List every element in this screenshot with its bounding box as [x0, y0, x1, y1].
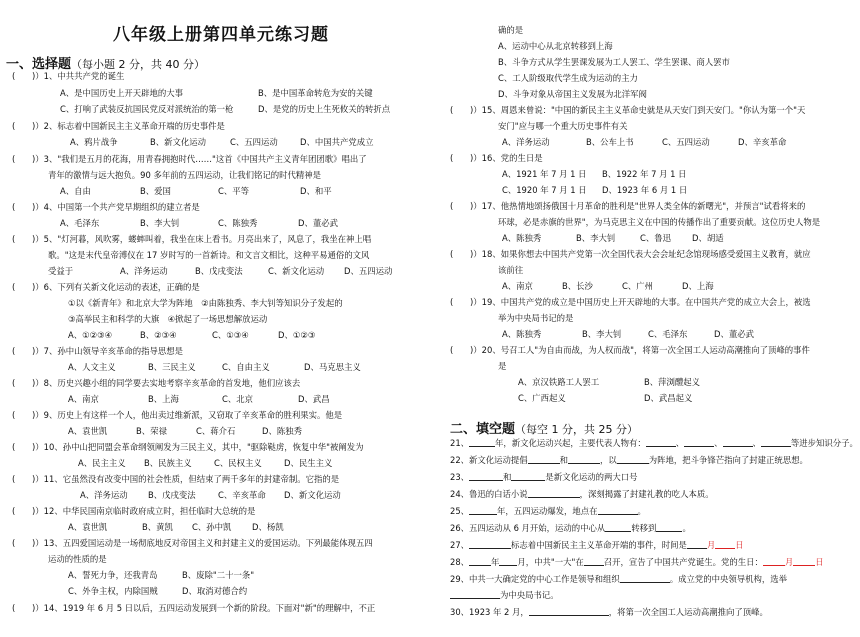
fill-22 [450, 454, 808, 466]
q1-stem [12, 70, 124, 82]
q4-option-c: C、陈独秀 [218, 218, 258, 228]
q1-text: ）1、中共共产党的诞生 [35, 71, 125, 81]
q5-option-a: A、洋务运动 [120, 266, 168, 276]
blank[interactable] [687, 539, 707, 549]
fill-26-mid: 转移到 [631, 523, 657, 533]
q11-text: ）11、它虽然没有改变中国的社会性质，但结束了两千多年的封建帝制。它指的是 [35, 474, 340, 484]
fill-27-month: 月 [706, 540, 716, 550]
blank[interactable] [715, 539, 735, 549]
fill-21-tail: 等进步知识分子。 [790, 438, 858, 448]
q16-option-d: D、1923 年 6 月 1 日 [602, 185, 688, 195]
section-choice-title: 一、选择题 [6, 57, 72, 72]
answer-paren[interactable]: ( ) [450, 297, 474, 307]
q13-stem [12, 537, 373, 549]
q4-stem [12, 201, 200, 213]
q8-option-b: B、上海 [148, 394, 179, 404]
fill-24 [450, 488, 714, 500]
answer-paren[interactable]: ( ) [450, 345, 474, 355]
fill-21: 21、 年，新文化运动兴起，主要代表人物有： 、 、 、 等进步知识分子。 [450, 438, 858, 448]
q18-option-d: D、上海 [682, 281, 714, 291]
fill-29-tail: 为中央局书记。 [500, 590, 559, 600]
q17-stem-cont: 环球，必是赤旗的世界"，为马克思主义在中国的传播作出了重要贡献。这位历史人物是 [498, 217, 821, 227]
q1-option-c: C、打响了武装反抗国民党反对派统治的第一枪 [60, 104, 234, 114]
blank[interactable] [723, 437, 753, 447]
answer-paren[interactable]: ( ) [12, 603, 36, 613]
q18-text: ）18、如果你想去中国共产党第一次全国代表大会会址纪念馆现场感受爱国主义教育，就应 [473, 249, 811, 259]
q20-stem [450, 344, 810, 356]
q5-stem-cont2: 受益于 [48, 266, 74, 276]
q6-option-c: C、①③④ [212, 330, 249, 340]
fill-21-num: 21、 [450, 438, 470, 448]
answer-paren[interactable]: ( ) [12, 202, 36, 212]
q2-stem [12, 120, 225, 132]
q17-stem [450, 200, 805, 212]
q5-option-d: D、五四运动 [344, 266, 393, 276]
fill-22-text: 22、新文化运动提倡 [450, 455, 528, 465]
q15-text: ）15、周恩来曾说："中国的新民主主义革命史就是从天安门到天安门。"你认为第一个"天 [473, 105, 806, 115]
answer-paren[interactable]: ( ) [450, 249, 474, 259]
q6-statements-1: ①以《新青年》和北京大学为阵地 ②由陈独秀、李大钊等知识分子发起的 [68, 298, 343, 308]
q7-text: ）7、孙中山领导辛亥革命的指导思想是 [35, 346, 183, 356]
q5-stem [12, 233, 371, 245]
blank[interactable] [469, 471, 503, 481]
answer-paren[interactable]: ( ) [12, 282, 36, 292]
fill-25 [450, 505, 646, 517]
blank[interactable] [528, 488, 580, 498]
fill-26-tail: 。 [682, 523, 691, 533]
q16-option-a: A、1921 年 7 月 1 日 [502, 169, 587, 179]
answer-paren[interactable]: ( ) [12, 346, 36, 356]
q6-statements-2: ③高举民主和科学的大旗 ④掀起了一场思想解放运动 [68, 314, 268, 324]
q9-text: ）9、历史上有这样一个人，他出卖过维新派，又窃取了辛亥革命的胜利果实。他是 [35, 410, 343, 420]
fill-28-text2: 召开，宣告了中国共产党诞生。党的生日： [603, 557, 763, 567]
q11-option-c: C、辛亥革命 [218, 490, 266, 500]
blank[interactable] [605, 522, 631, 532]
q20-option-a: A、京汉铁路工人罢工 [518, 377, 600, 387]
q19-stem-cont: 举为中央局书记的是 [498, 313, 574, 323]
q8-option-d: D、武昌 [298, 394, 330, 404]
fill-23-num: 23、 [450, 472, 470, 482]
q19-stem [450, 296, 811, 308]
q14-stem [12, 602, 375, 614]
q10-option-d: D、民生主义 [284, 458, 333, 468]
blank[interactable] [511, 471, 545, 481]
q16-option-c: C、1920 年 7 月 1 日 [502, 185, 587, 195]
answer-paren[interactable]: ( ) [12, 71, 36, 81]
answer-paren[interactable]: ( ) [12, 538, 36, 548]
q7-option-b: B、三民主义 [148, 362, 196, 372]
q18-stem [450, 248, 811, 260]
q19-option-d: D、董必武 [714, 329, 754, 339]
q8-stem [12, 377, 300, 389]
q1-option-d: D、是党的历史上生死攸关的转折点 [258, 104, 391, 114]
q14-stem-cont: 确的是 [498, 25, 524, 35]
q19-text: ）19、中国共产党的成立是中国历史上开天辟地的大事。在中国共产党的成立大会上，被选 [473, 297, 811, 307]
q8-option-c: C、北京 [222, 394, 253, 404]
q14-option-d: D、斗争对象从帝国主义发展为北洋军阀 [498, 89, 647, 99]
q10-option-c: C、民权主义 [214, 458, 262, 468]
answer-paren[interactable]: ( ) [12, 234, 36, 244]
q8-option-a: A、南京 [68, 394, 99, 404]
q4-option-d: D、董必武 [298, 218, 338, 228]
q16-stem [450, 152, 543, 164]
blank[interactable] [617, 454, 649, 464]
blank[interactable] [529, 606, 609, 616]
fill-27-day: 日 [735, 540, 744, 550]
q6-text: ）6、下列有关新文化运动的表述，正确的是 [35, 282, 200, 292]
q10-option-b: B、民族主义 [144, 458, 192, 468]
q5-text: ）5、"灯河暮，风吹雾，蝼蟀叫着，我坐在床上看书。月亮出来了，风息了，我坐在神上唱 [35, 234, 372, 244]
fill-27-text: 标志着中国新民主主义革命开端的事件，时间是 [511, 540, 687, 550]
q2-option-c: C、五四运动 [230, 137, 278, 147]
fill-27 [450, 539, 744, 551]
fill-22-tail: 为阵地，把斗争锋芒指向了封建正统思想。 [648, 455, 808, 465]
blank[interactable] [598, 505, 638, 515]
q3-stem [12, 153, 367, 165]
q16-option-b: B、1922 年 7 月 1 日 [602, 169, 687, 179]
fill-22-with: ，以 [600, 455, 617, 465]
q18-option-b: B、长沙 [562, 281, 593, 291]
q12-option-c: C、孙中凯 [192, 522, 232, 532]
fill-22-and: 和 [559, 455, 569, 465]
q16-text: ）16、党的生日是 [473, 153, 543, 163]
q14-option-a: A、运动中心从北京转移到上海 [498, 41, 613, 51]
q13-option-b: B、废除"二十一条" [182, 570, 255, 580]
blank[interactable] [528, 454, 560, 464]
blank[interactable] [684, 437, 714, 447]
q17-text: ）17、他热情地颂扬俄国十月革命的胜利是"世界人类全体的新曙光"，并预言"试看将来的 [473, 201, 806, 211]
fill-25-text: 年，五四运动爆发，地点在 [497, 506, 598, 516]
q9-option-b: B、荣禄 [136, 426, 167, 436]
fill-24-tail: ，深刻揭露了封建礼教的吃人本质。 [579, 489, 714, 499]
fill-26-text: 26、五四运动从 6 月开始，运动的中心从 [450, 523, 606, 533]
q18-stem-cont: 该前往 [498, 265, 524, 275]
answer-paren[interactable]: ( ) [12, 154, 36, 164]
q7-option-a: A、人文主义 [68, 362, 116, 372]
fill-30-tail: ，将第一次全国工人运动高潮推向了顶峰。 [608, 607, 768, 617]
fill-29-text: 29、中共一大确定党的中心工作是领导和组织 [450, 574, 620, 584]
q2-text: ）2、标志着中国新民主主义革命开端的历史事件是 [35, 121, 225, 131]
fill-28 [450, 556, 824, 568]
q7-option-c: C、自由主义 [222, 362, 270, 372]
fill-23 [450, 471, 638, 483]
q5-stem-cont: 歌。"这是末代皇帝溥仪在 17 岁时写的一首新诗。和文言文相比，这种平易通俗的文风 [48, 250, 370, 260]
q9-option-a: A、袁世凯 [68, 426, 108, 436]
section-choice-subtitle: （每小题 2 分，共 40 分） [71, 58, 205, 71]
q11-option-b: B、戊戌变法 [148, 490, 196, 500]
q9-option-c: C、蒋介石 [196, 426, 236, 436]
blank[interactable] [568, 454, 600, 464]
fill-23-tail: 是新文化运动的两大口号 [545, 472, 638, 482]
blank[interactable] [450, 589, 500, 599]
q3-option-c: C、平等 [218, 186, 249, 196]
fill-27-num: 27、 [450, 540, 470, 550]
q8-text: ）8、历史兴趣小组的同学要去实地考察辛亥革命的首发地，他们应该去 [35, 378, 301, 388]
blank[interactable] [499, 556, 517, 566]
q20-option-c: C、广西起义 [518, 393, 566, 403]
q9-option-d: D、陈独秀 [262, 426, 302, 436]
q13-stem-cont: 运动的性质的是 [48, 554, 107, 564]
answer-paren[interactable]: ( ) [12, 442, 36, 452]
fill-26 [450, 522, 691, 534]
answer-paren[interactable]: ( ) [450, 153, 474, 163]
q7-stem [12, 345, 183, 357]
q11-option-a: A、洋务运动 [80, 490, 128, 500]
q17-option-c: C、鲁迅 [640, 233, 671, 243]
blank[interactable] [469, 505, 497, 515]
q12-stem [12, 505, 255, 517]
blank[interactable] [469, 556, 491, 566]
q9-stem [12, 409, 342, 421]
q4-option-a: A、毛泽东 [60, 218, 100, 228]
fill-25-num: 25、 [450, 506, 470, 516]
q11-option-d: D、新文化运动 [284, 490, 341, 500]
q14-option-c: C、工人阶级取代学生成为运动的主力 [498, 73, 638, 83]
fill-29 [450, 573, 787, 585]
q5-option-c: C、新文化运动 [268, 266, 325, 276]
q15-option-b: B、公车上书 [586, 137, 634, 147]
answer-paren[interactable]: ( ) [12, 474, 36, 484]
q15-option-a: A、洋务运动 [502, 137, 550, 147]
q6-option-a: A、①②③④ [68, 330, 113, 340]
answer-paren[interactable]: ( ) [12, 410, 36, 420]
answer-paren[interactable]: ( ) [450, 105, 474, 115]
fill-23-and: 和 [503, 472, 512, 482]
q20-option-b: B、萍浏醴起义 [644, 377, 700, 387]
section-fill-subtitle: （每空 1 分，共 25 分） [515, 423, 638, 436]
fill-29-cont [450, 589, 559, 601]
q20-stem-cont: 是 [498, 361, 507, 371]
fill-28-month: 月 [784, 557, 794, 567]
fill-28-day: 日 [815, 557, 824, 567]
q10-option-a: A、民主主义 [78, 458, 126, 468]
fill-30 [450, 606, 768, 618]
q15-stem [450, 104, 805, 116]
q15-option-d: D、辛亥革命 [738, 137, 787, 147]
blank[interactable] [469, 539, 511, 549]
q10-text: ）10、孙中山把同盟会革命纲领阐发为三民主义，其中，"驱除鞑虏，恢复中华"被阐发为 [35, 442, 364, 452]
q20-option-d: D、武昌起义 [644, 393, 693, 403]
blank[interactable] [763, 556, 785, 566]
q14-text: ）14、1919 年 6 月 5 日以后，五四运动发展到一个新的阶段。下面对"新"的理解中，不正 [35, 603, 376, 613]
answer-paren[interactable]: ( ) [450, 201, 474, 211]
q3-text: ）3、"我们是五月的花海，用青春拥抱时代……"这首《中国共产主义青年团团歌》唱出了 [35, 154, 367, 164]
q2-option-a: A、鸦片战争 [70, 137, 118, 147]
q1-option-b: B、是中国革命转危为安的关键 [258, 88, 373, 98]
fill-29-mid: 。成立党的中央领导机构，选举 [669, 574, 788, 584]
q11-stem [12, 473, 339, 485]
q15-option-c: C、五四运动 [662, 137, 710, 147]
section-fill-title: 二、填空题 [450, 422, 516, 437]
fill-25-tail: 。 [637, 506, 646, 516]
q12-option-a: A、袁世凯 [68, 522, 108, 532]
blank[interactable] [656, 522, 682, 532]
q17-option-a: A、陈独秀 [502, 233, 542, 243]
q17-option-b: B、李大钊 [576, 233, 616, 243]
blank[interactable] [620, 573, 670, 583]
fill-28-text: 月，中共"一大"在 [517, 557, 584, 567]
q6-option-b: B、②③④ [140, 330, 177, 340]
q2-option-d: D、中国共产党成立 [300, 137, 374, 147]
fill-30-text: 30、1923 年 2 月， [450, 607, 529, 617]
q18-option-a: A、南京 [502, 281, 533, 291]
q12-option-b: B、黄凯 [142, 522, 173, 532]
q4-text: ）4、中国第一个共产党早期组织的建立者是 [35, 202, 200, 212]
q13-option-c: C、外争主权，内除国贼 [68, 586, 158, 596]
q19-option-c: C、毛泽东 [648, 329, 688, 339]
q10-stem [12, 441, 364, 453]
q17-option-d: D、胡适 [692, 233, 724, 243]
page-title: 八年级上册第四单元练习题 [113, 25, 329, 45]
q6-option-d: D、①②③ [278, 330, 316, 340]
fill-28-year: 年 [491, 557, 500, 567]
blank[interactable] [469, 437, 495, 447]
q3-stem-cont: 青年的激情与远大抱负。90 多年前的五四运动，让我们铭记的时代精神是 [48, 170, 321, 180]
q3-option-a: A、自由 [60, 186, 91, 196]
q3-option-d: D、和平 [300, 186, 332, 196]
q12-option-d: D、杨凯 [252, 522, 284, 532]
q13-text: ）13、五四爱国运动是一场彻底地反对帝国主义和封建主义的爱国运动。下列最能体现五四 [35, 538, 373, 548]
q12-text: ）12、中华民国南京临时政府成立时，担任临时大总统的是 [35, 506, 256, 516]
blank[interactable] [584, 556, 604, 566]
fill-28-num: 28、 [450, 557, 470, 567]
q20-text: ）20、号召工人"为自由而战，为人权而战"，将第一次全国工人运动高潮推向了顶峰的事件 [473, 345, 810, 355]
fill-21-text: 年，新文化运动兴起，主要代表人物有： [495, 438, 646, 448]
q13-option-a: A、誓死力争，还我青岛 [68, 570, 158, 580]
q2-option-b: B、新文化运动 [150, 137, 206, 147]
q15-stem-cont: 安门"应与哪一个重大历史事件有关 [498, 121, 628, 131]
q5-option-b: B、戊戌变法 [195, 266, 243, 276]
q18-option-c: C、广州 [622, 281, 653, 291]
q14-option-b: B、斗争方式从学生罢课发展为工人罢工、学生罢课、商人罢市 [498, 57, 730, 67]
q13-option-d: D、取消对德合约 [182, 586, 248, 596]
blank[interactable] [793, 556, 815, 566]
q7-option-d: D、马克思主义 [304, 362, 361, 372]
answer-paren[interactable]: ( ) [12, 121, 36, 131]
q6-stem [12, 281, 200, 293]
q19-option-a: A、陈独秀 [502, 329, 542, 339]
q19-option-b: B、李大钊 [582, 329, 622, 339]
section-fill-heading [450, 418, 638, 437]
q1-option-a: A、是中国历史上开天辟地的大事 [60, 88, 183, 98]
q3-option-b: B、爱国 [140, 186, 171, 196]
fill-24-text: 24、鲁迅的白话小说 [450, 489, 528, 499]
answer-paren[interactable]: ( ) [12, 506, 36, 516]
q4-option-b: B、李大钊 [140, 218, 180, 228]
blank[interactable] [646, 437, 676, 447]
answer-paren[interactable]: ( ) [12, 378, 36, 388]
blank[interactable] [761, 437, 791, 447]
